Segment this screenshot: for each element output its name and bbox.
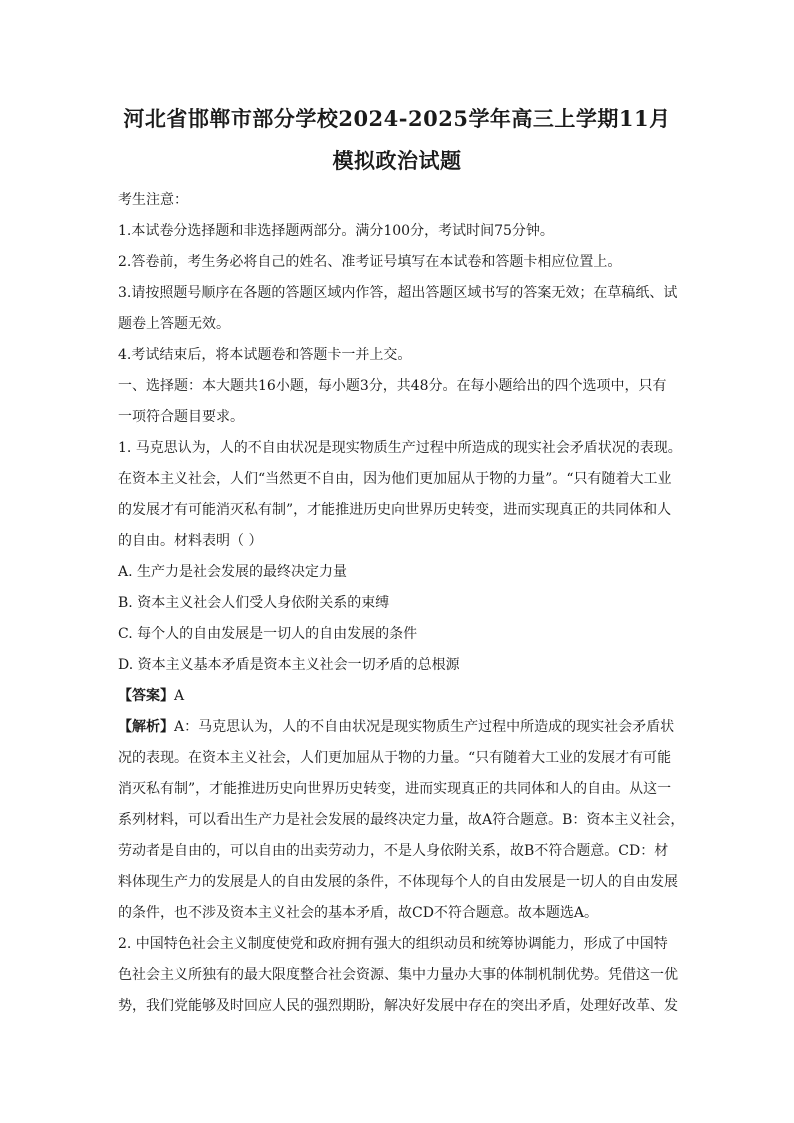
question2-stem-line3: 势，我们党能够及时回应人民的强烈期盼，解决好发展中存在的突出矛盾，处理好改革、发 (118, 998, 678, 1014)
question1-stem-line3: 的发展才有可能消灭私有制”，才能推进历史向世界历史转变，进而实现真正的共同体和人 (118, 502, 672, 518)
answer-label: 【答案】 (118, 688, 174, 704)
notice-item-2: 2.答卷前，考生务必将自己的姓名、准考证号填写在本试卷和答题卡相应位置上。 (118, 254, 622, 270)
question1-analysis-line6: 料体现生产力的发展是人的自由发展的条件，不体现每个人的自由发展是一切人的自由发展 (118, 874, 678, 890)
question1-analysis-line3: 消灭私有制”，才能推进历史向世界历史转变，进而实现真正的共同体和人的自由。从这一 (118, 781, 672, 797)
question1-stem-line1: 1. 马克思认为，人的不自由状况是现实物质生产过程中所造成的现实社会矛盾状况的表现。 (118, 440, 682, 456)
question1-stem-line2: 在资本主义社会，人们“当然更不自由，因为他们更加屈从于物的力量”。“只有随着大工业 (118, 471, 672, 487)
document-title-line2: 模拟政治试题 (332, 148, 462, 173)
question1-analysis-line2: 况的表现。在资本主义社会，人们更加屈从于物的力量。“只有随着大工业的发展才有可能 (118, 750, 672, 766)
section1-instructions-line1: 一、选择题：本大题共16小题，每小题3分，共48分。在每小题给出的四个选项中，只有 (118, 378, 667, 394)
answer-value: A (174, 688, 185, 704)
analysis-text-1: A：马克思认为，人的不自由状况是现实物质生产过程中所造成的现实社会矛盾状 (174, 719, 675, 735)
question1-analysis-line7: 的条件，也不涉及资本主义社会的基本矛盾，故CD不符合题意。故本题选A。 (118, 905, 599, 921)
question1-option-d: D. 资本主义基本矛盾是资本主义社会一切矛盾的总根源 (118, 657, 460, 673)
document-title-line1: 河北省邯郸市部分学校2024-2025学年高三上学期11月 (123, 106, 671, 131)
question1-option-c: C. 每个人的自由发展是一切人的自由发展的条件 (118, 626, 418, 642)
notice-item-3-line1: 3.请按照题号顺序在各题的答题区域内作答，超出答题区域书写的答案无效；在草稿纸、试 (118, 285, 678, 301)
question1-answer (118, 687, 184, 705)
notice-heading: 考生注意： (118, 192, 188, 208)
question1-analysis-line5: 劳动者是自由的，可以自由的出卖劳动力，不是人身依附关系，故B不符合题意。CD：材 (118, 843, 669, 859)
question2-stem-line2: 色社会主义所独有的最大限度整合社会资源、集中力量办大事的体制机制优势。凭借这一优 (118, 967, 678, 983)
question1-stem-line4: 的自由。材料表明（ ） (118, 533, 263, 549)
question1-option-b: B. 资本主义社会人们受人身依附关系的束缚 (118, 595, 390, 611)
section1-instructions-line2: 一项符合题目要求。 (118, 409, 244, 425)
question1-analysis-line1 (118, 718, 674, 736)
notice-item-3-line2: 题卷上答题无效。 (118, 316, 230, 332)
question1-analysis-line4: 系列材料，可以看出生产力是社会发展的最终决定力量，故A符合题意。B：资本主义社会， (118, 812, 685, 828)
question2-stem-line1: 2. 中国特色社会主义制度使党和政府拥有强大的组织动员和统筹协调能力，形成了中国特 (118, 936, 668, 952)
notice-item-4: 4.考试结束后，将本试题卷和答题卡一并上交。 (118, 347, 412, 363)
analysis-label: 【解析】 (118, 719, 174, 735)
question1-option-a: A. 生产力是社会发展的最终决定力量 (118, 564, 348, 580)
notice-item-1: 1.本试卷分选择题和非选择题两部分。满分100分，考试时间75分钟。 (118, 223, 554, 239)
